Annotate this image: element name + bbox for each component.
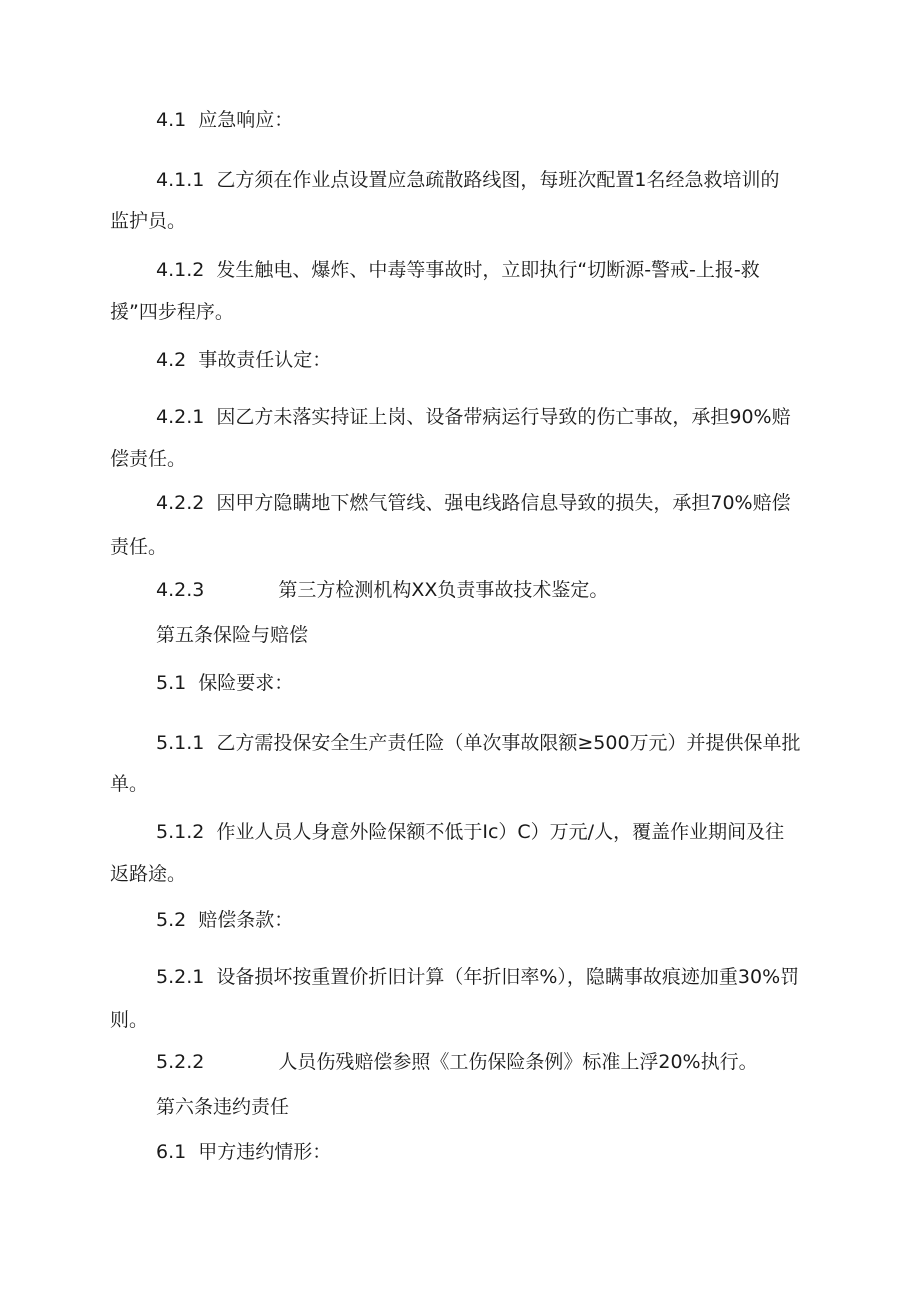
- clause-continuation: 偿责任。: [110, 448, 187, 470]
- clause-text: 第三方检测机构XX负责事故技术鉴定。: [278, 579, 609, 601]
- clause-text: 发生触电、爆炸、中毒等事故时，立即执行“切断源-警戒-上报-救: [216, 259, 760, 281]
- clause-text: 因甲方隐瞒地下燃气管线、强电线路信息导致的损失，承担70%赔偿: [216, 492, 791, 514]
- clause-4-2-2: [156, 491, 791, 515]
- clause-4-1-1: [156, 168, 779, 192]
- clause-number: 5.1.1: [156, 732, 205, 754]
- clause-5-2: [156, 908, 293, 932]
- clause-text: 因乙方未落实持证上岗、设备带病运行导致的伤亡事故，承担90%赔: [216, 406, 791, 428]
- clause-5-2-1: [156, 965, 799, 989]
- clause-continuation: 返路途。: [110, 863, 187, 885]
- clause-text: 保险要求：: [198, 672, 294, 694]
- clause-continuation: 责任。: [110, 536, 168, 558]
- article-heading: 第五条保险与赔偿: [156, 624, 309, 646]
- clause-text: 设备损坏按重置价折旧计算（年折旧率%），隐瞒事故痕迹加重30%罚: [216, 966, 800, 988]
- clause-number: 4.2.1: [156, 406, 205, 428]
- clause-text: 乙方需投保安全生产责任险（单次事故限额≥500万元）并提供保单批: [216, 732, 801, 754]
- clause-5-1: [156, 671, 293, 695]
- clause-number: 6.1: [156, 1141, 187, 1163]
- clause-number: 4.2.3: [156, 579, 205, 601]
- clause-number: 4.1: [156, 109, 187, 131]
- clause-number: 4.1.1: [156, 169, 205, 191]
- clause-4-1: [156, 108, 293, 132]
- clause-continuation: 援”四步程序。: [110, 301, 234, 323]
- clause-4-1-2: [156, 258, 760, 282]
- clause-4-2-1: [156, 405, 791, 429]
- clause-continuation: 单。: [110, 773, 149, 795]
- clause-text: 事故责任认定：: [198, 349, 332, 371]
- clause-4-2-3: [156, 578, 608, 602]
- clause-text: 人员伤残赔偿参照《工伤保险条例》标准上浮20%执行。: [278, 1051, 758, 1073]
- clause-5-2-2: [156, 1050, 758, 1074]
- clause-number: 4.2: [156, 349, 187, 371]
- clause-number: 5.1: [156, 672, 187, 694]
- clause-continuation: 监护员。: [110, 210, 187, 232]
- clause-number: 5.2: [156, 909, 187, 931]
- clause-number: 4.2.2: [156, 492, 205, 514]
- clause-continuation: 则。: [110, 1009, 149, 1031]
- clause-number: 4.1.2: [156, 259, 205, 281]
- clause-text: 应急响应：: [198, 109, 294, 131]
- clause-number: 5.2.2: [156, 1051, 205, 1073]
- clause-number: 5.2.1: [156, 966, 205, 988]
- article-heading: 第六条违约责任: [156, 1096, 290, 1118]
- clause-5-1-2: [156, 820, 784, 844]
- clause-5-1-1: [156, 731, 801, 755]
- clause-text: 甲方违约情形：: [198, 1141, 332, 1163]
- clause-text: 作业人员人身意外险保额不低于Ic）C）万元/人，覆盖作业期间及往: [216, 821, 785, 843]
- clause-4-2: [156, 348, 331, 372]
- clause-6-1: [156, 1140, 331, 1164]
- clause-text: 赔偿条款：: [198, 909, 294, 931]
- clause-text: 乙方须在作业点设置应急疏散路线图，每班次配置1名经急救培训的: [216, 169, 780, 191]
- clause-number: 5.1.2: [156, 821, 205, 843]
